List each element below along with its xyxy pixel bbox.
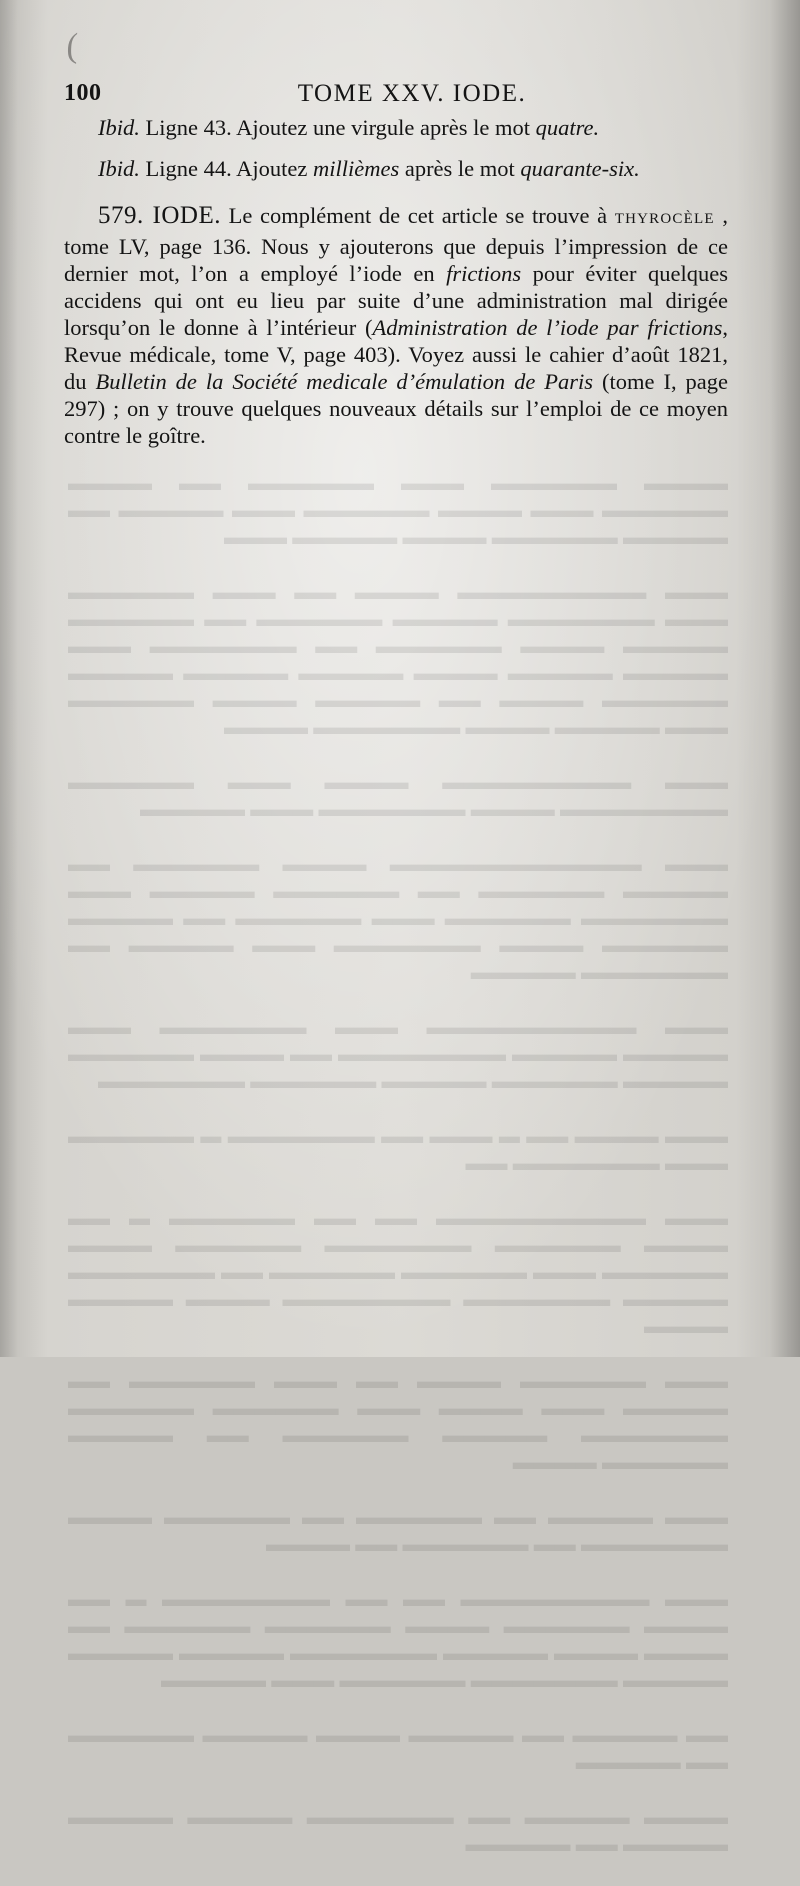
article-text-3: , Revue médicale, tome V, page 403). Voyez aussi le cahier d’août 1821, du xyxy=(64,315,728,394)
errata-word: millièmes xyxy=(312,156,400,181)
pencil-margin-mark: ( xyxy=(63,27,80,66)
page-gutter-shadow xyxy=(770,0,800,1357)
citation-bulletin: Bulletin de la Société medicale d’émulation de Paris xyxy=(95,369,594,394)
article-text-2: pour éviter quelques accidens qui ont eu lieu par suite d’une administration mal dirigée lorsqu’on le donne à l’intérieur ( xyxy=(64,261,728,340)
article-iode xyxy=(64,202,728,449)
body-text xyxy=(64,114,728,449)
errata-word-2: quarante-six. xyxy=(520,156,640,181)
errata-word: quatre. xyxy=(535,115,600,140)
article-text-4: (tome I, page 297) ; on y trouve quelques nouveaux détails sur l’emploi de ce moyen contre le goître. xyxy=(64,369,729,448)
running-header xyxy=(64,80,730,112)
article-heading: 579. IODE. xyxy=(98,202,221,229)
article-italic-frictions: frictions xyxy=(446,261,522,286)
errata-ref: Ibid. xyxy=(98,156,140,181)
citation-revue: Administration de l’iode par frictions xyxy=(372,315,723,340)
errata-text: Ligne 44. Ajoutez xyxy=(139,156,313,181)
article-intro: Le complément de cet article se trouve à xyxy=(221,203,615,228)
errata-ref: Ibid. xyxy=(98,115,140,140)
cross-reference: THYROCÈLE xyxy=(614,211,715,227)
errata-line-1 xyxy=(64,114,728,141)
page-left-shadow xyxy=(0,0,18,1357)
errata-text: Ligne 43. Ajoutez une virgule après le mot xyxy=(139,115,536,140)
article-text-1: , tome LV, page 136. Nous y ajouterons que depuis l’impression de ce dernier mot, l’on a employé l’iode en xyxy=(64,203,729,286)
page-number: 100 xyxy=(64,80,102,106)
errata-text-2: après le mot xyxy=(399,156,521,181)
running-title: TOME XXV. IODE. xyxy=(297,80,527,107)
bleed-through-lines: ▬▬▬▬ ▬▬▬▬▬▬ ▬▬▬ ▬▬▬▬▬▬ ▬▬ ▬▬▬▬ ▬▬▬▬▬▬ ▬▬▬ ▬▬▬▬ ▬▬▬▬▬▬ ▬▬▬ ▬▬▬▬▬ ▬▬ ▬▬▬▬▬ ▬▬▬▬▬▬ ▬▬▬▬ ▬▬▬▬▬ ▬▬▬ ▬▬▬ ▬▬▬▬▬▬▬▬▬ ▬▬▬▬ ▬▬ ▬▬▬ ▬▬▬▬▬▬ ▬▬▬ ▬▬▬▬▬▬▬ ▬▬▬▬▬ ▬▬▬▬▬▬ ▬▬ ▬▬▬▬▬▬ ▬▬▬▬▬ ▬▬▬▬ ▬▬▬▬▬▬ ▬▬ ▬▬▬▬▬▬▬ ▬▬▬ ▬▬▬▬▬ ▬▬▬▬▬ ▬▬▬▬ ▬▬▬▬▬ ▬▬▬▬▬ ▬▬▬▬▬ ▬▬▬▬▬▬ ▬▬▬▬ ▬▬ ▬▬▬▬▬ ▬▬▬▬ ▬▬▬▬▬▬ ▬▬▬ ▬▬▬▬▬ ▬▬▬▬ ▬▬▬▬▬▬▬ ▬▬▬▬ ▬▬▬ ▬▬▬▬▬▬▬▬▬ ▬▬▬▬ ▬▬▬ ▬▬▬▬▬▬ ▬▬▬▬▬▬▬▬ ▬▬▬▬ ▬▬▬▬▬▬▬ ▬▬▬ ▬▬▬▬▬ ▬▬▬ ▬▬▬▬▬▬▬▬▬▬▬▬ ▬▬▬▬ ▬▬▬▬▬▬ ▬▬ ▬▬▬▬▬ ▬▬▬▬▬▬ ▬▬ ▬▬▬▬▬▬ ▬▬▬▬▬ ▬▬▬ ▬▬▬▬▬▬▬ ▬▬▬▬▬▬ ▬▬▬ ▬▬▬▬▬▬ ▬▬ ▬▬▬▬▬ ▬▬▬▬▬▬ ▬▬▬▬ ▬▬▬▬▬▬▬ ▬▬▬ ▬▬▬▬▬ ▬▬ ▬▬▬▬▬▬▬ ▬▬▬▬▬ ▬▬▬ ▬▬▬▬▬▬▬▬▬▬ ▬▬▬ ▬▬▬▬▬▬▬ ▬▬▬ ▬▬▬▬▬ ▬▬▬▬▬ ▬▬▬▬▬▬▬▬ ▬▬ ▬▬▬▬ ▬▬▬▬▬▬ ▬▬▬▬▬ ▬▬▬▬▬▬ ▬▬▬▬▬ ▬▬▬▬▬▬ ▬▬▬▬▬▬▬ ▬▬▬ ▬▬▬▬ ▬▬ ▬ ▬▬▬ ▬▬ ▬▬▬▬▬▬▬ ▬ ▬▬▬▬▬▬ ▬▬▬ ▬▬▬▬▬▬▬ ▬▬ ▬▬▬ ▬▬▬▬▬▬▬▬▬▬ ▬▬ ▬▬ ▬▬▬▬▬▬ ▬ ▬▬ ▬▬▬▬ ▬▬▬▬▬▬ ▬▬▬▬▬▬▬ ▬▬▬▬▬▬ ▬▬▬▬ ▬▬▬▬▬▬ ▬▬▬ ▬▬▬▬▬▬ ▬▬▬▬▬▬ ▬▬ ▬▬▬▬▬▬▬ ▬▬▬▬▬ ▬▬▬▬▬▬▬ ▬▬▬▬▬▬▬▬ ▬▬▬▬ ▬▬▬▬▬ ▬▬▬▬ ▬▬▬ ▬▬▬▬▬▬ ▬▬▬▬ ▬▬ ▬▬▬ ▬▬▬▬▬▬ ▬▬ ▬▬▬▬▬ ▬▬▬ ▬▬▬▬ ▬▬▬ ▬▬▬▬▬▬ ▬▬▬▬▬▬ ▬▬▬▬▬▬▬ ▬▬▬▬▬ ▬▬▬▬▬▬ ▬▬ ▬▬▬▬▬ ▬▬▬▬▬▬ ▬▬▬▬ ▬▬▬ ▬▬▬▬▬ ▬▬ ▬▬▬▬▬▬ ▬▬ ▬▬▬▬▬▬ ▬▬▬▬ ▬▬▬▬▬▬▬ ▬▬ ▬▬▬▬▬▬ ▬▬ ▬▬▬▬ ▬▬▬ ▬▬▬▬▬▬▬▬▬ ▬▬ ▬▬ ▬▬▬▬▬▬▬▬ ▬ ▬▬ ▬▬▬▬ ▬▬▬▬▬▬ ▬▬▬▬ ▬▬▬▬▬▬ ▬▬▬▬▬▬ ▬▬ ▬▬▬▬ ▬▬▬▬ ▬▬▬▬▬ ▬▬▬▬▬▬▬ ▬▬▬▬▬ ▬▬▬▬▬ ▬▬▬▬▬ ▬▬▬▬▬▬▬ ▬▬▬▬▬▬ ▬▬▬ ▬▬▬▬▬ ▬▬ ▬▬▬▬▬ ▬▬ ▬▬▬▬▬ ▬▬▬▬ ▬▬▬▬▬ ▬▬▬▬▬▬ ▬▬ ▬▬▬▬▬ ▬▬▬▬ ▬▬▬▬▬ ▬▬ ▬▬▬▬▬▬▬ ▬▬▬▬▬ ▬▬▬▬▬ ▬▬▬▬▬ ▬▬ ▬▬▬▬▬ xyxy=(68,471,728,1856)
errata-line-2 xyxy=(64,155,728,182)
